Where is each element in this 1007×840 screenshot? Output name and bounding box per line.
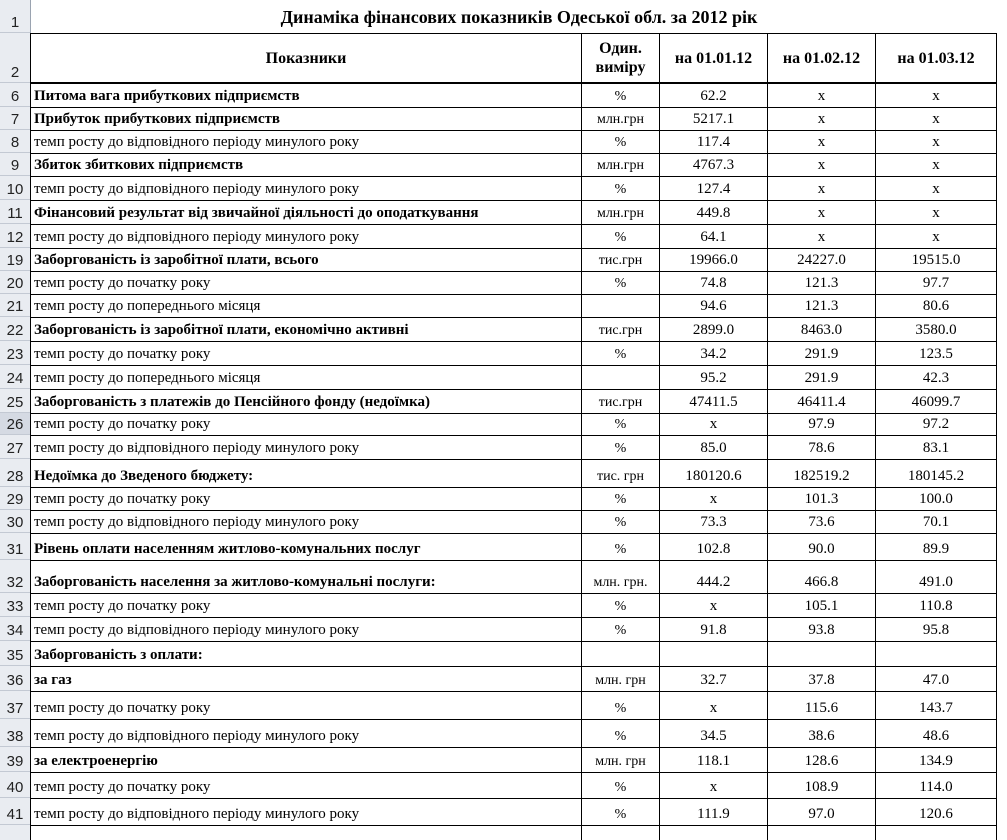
indicator-cell[interactable]: темп росту до відповідного періоду минулого року xyxy=(34,229,360,245)
horizontal-border xyxy=(30,33,996,34)
horizontal-border xyxy=(30,365,996,366)
value-cell-d2[interactable]: 8463.0 xyxy=(800,322,843,338)
row-header[interactable]: 24 xyxy=(0,365,30,389)
row-header[interactable]: 33 xyxy=(0,593,30,617)
value-cell-d1[interactable]: x xyxy=(709,416,718,432)
value-cell-d1[interactable]: 449.8 xyxy=(696,205,731,221)
value-cell-d1[interactable]: 4767.3 xyxy=(692,157,735,173)
row-header[interactable]: 38 xyxy=(0,719,30,747)
indicator-cell[interactable]: темп росту до початку року xyxy=(34,416,211,432)
value-cell-d2[interactable]: 73.6 xyxy=(808,514,835,530)
horizontal-border xyxy=(30,413,996,414)
value-cell-d3[interactable]: x xyxy=(932,181,940,197)
value-cell-d3[interactable]: x xyxy=(932,205,940,221)
value-cell-d1[interactable]: 2899.0 xyxy=(692,322,735,338)
value-cell-d3[interactable]: 97.2 xyxy=(922,416,950,432)
vertical-border xyxy=(996,33,997,840)
vertical-border xyxy=(30,33,31,840)
value-cell-d2[interactable]: 128.6 xyxy=(804,753,839,769)
horizontal-border xyxy=(30,487,996,488)
row-header[interactable]: 9 xyxy=(0,153,30,176)
value-cell-d1[interactable]: 102.8 xyxy=(696,541,731,557)
value-cell-d2[interactable]: x xyxy=(817,181,826,197)
indicator-cell[interactable]: Прибуток прибуткових підприємств xyxy=(34,111,280,127)
horizontal-border xyxy=(30,224,996,225)
row-header[interactable]: 21 xyxy=(0,294,30,317)
value-cell-d2[interactable]: 291.9 xyxy=(804,370,839,386)
indicator-cell[interactable]: темп росту до початку року xyxy=(34,779,211,795)
value-cell-d1[interactable]: x xyxy=(709,779,718,795)
indicator-cell[interactable]: за газ xyxy=(34,672,72,688)
value-cell-d3[interactable]: 89.9 xyxy=(922,541,950,557)
value-cell-d2[interactable] xyxy=(768,641,875,666)
value-cell-d3[interactable]: 143.7 xyxy=(919,700,953,716)
value-cell-d3[interactable] xyxy=(876,641,996,666)
value-cell-d2[interactable]: x xyxy=(817,205,826,221)
horizontal-border xyxy=(30,772,996,773)
value-cell-d2[interactable]: 466.8 xyxy=(804,574,839,590)
value-cell-d3[interactable]: 97.7 xyxy=(922,275,950,291)
row-header[interactable]: 12 xyxy=(0,224,30,248)
horizontal-border xyxy=(30,200,996,201)
value-cell-d3[interactable]: 46099.7 xyxy=(911,394,961,410)
vertical-border xyxy=(659,33,660,840)
unit-cell[interactable]: тис. грн xyxy=(596,469,645,484)
value-cell-d2[interactable]: 90.0 xyxy=(808,541,835,557)
row-header[interactable]: 31 xyxy=(0,533,30,560)
horizontal-border xyxy=(30,593,996,594)
value-cell-d2[interactable]: 108.9 xyxy=(804,779,839,795)
indicator-cell[interactable]: темп росту до початку року xyxy=(34,346,211,362)
horizontal-border xyxy=(30,825,996,826)
value-cell-d3[interactable]: 48.6 xyxy=(922,728,950,744)
indicator-cell[interactable]: темп росту до відповідного періоду минулого року xyxy=(34,134,360,150)
unit-cell[interactable]: % xyxy=(614,347,627,362)
horizontal-border xyxy=(30,617,996,618)
row-header[interactable]: 2 xyxy=(0,33,30,83)
horizontal-border xyxy=(30,510,996,511)
row-header[interactable]: 23 xyxy=(0,341,30,365)
row-header[interactable]: 34 xyxy=(0,617,30,641)
value-cell-d3[interactable]: 80.6 xyxy=(922,298,950,314)
indicator-cell[interactable]: темп росту до початку року xyxy=(34,275,211,291)
value-cell-d2[interactable]: 78.6 xyxy=(808,440,835,456)
unit-cell[interactable]: % xyxy=(614,515,627,530)
unit-cell[interactable]: тис.грн xyxy=(598,323,643,338)
row-header[interactable]: 41 xyxy=(0,798,30,825)
value-cell-d2[interactable]: 291.9 xyxy=(804,346,839,362)
value-cell-d3[interactable]: 134.9 xyxy=(919,753,953,769)
value-cell-d3[interactable]: 42.3 xyxy=(922,370,950,386)
horizontal-border xyxy=(30,747,996,748)
row-header[interactable]: 11 xyxy=(0,200,30,224)
value-cell-d2[interactable]: 93.8 xyxy=(808,622,835,638)
value-cell-d3[interactable]: 491.0 xyxy=(919,574,953,590)
indicator-cell[interactable]: темп росту до попереднього місяця xyxy=(34,298,261,314)
value-cell-d1[interactable]: 34.2 xyxy=(700,346,727,362)
value-cell-d1[interactable]: 444.2 xyxy=(696,574,731,590)
horizontal-border xyxy=(30,341,996,342)
row-header[interactable]: 36 xyxy=(0,666,30,691)
unit-cell[interactable]: млн. грн xyxy=(595,754,646,769)
value-cell-d1[interactable]: 19966.0 xyxy=(689,252,738,268)
value-cell-d3[interactable]: 120.6 xyxy=(919,806,953,822)
row-header[interactable]: 35 xyxy=(0,641,30,666)
row-header[interactable]: 27 xyxy=(0,435,30,459)
horizontal-border xyxy=(30,798,996,799)
value-cell-d1[interactable]: 47411.5 xyxy=(689,394,738,410)
value-cell-d1[interactable]: 73.3 xyxy=(700,514,727,530)
horizontal-border xyxy=(30,130,996,131)
value-cell-d3[interactable]: x xyxy=(932,134,940,150)
unit-cell[interactable]: % xyxy=(614,417,627,432)
horizontal-border xyxy=(30,317,996,318)
value-cell-d2[interactable]: 97.9 xyxy=(808,416,835,432)
unit-cell[interactable]: млн.грн xyxy=(596,206,645,221)
indicator-cell[interactable]: темп росту до відповідного періоду минулого року xyxy=(34,514,360,530)
vertical-border xyxy=(581,33,582,840)
value-cell-d2[interactable]: 97.0 xyxy=(808,806,835,822)
unit-cell[interactable]: % xyxy=(614,230,627,245)
row-header[interactable]: 37 xyxy=(0,691,30,719)
value-cell-d3[interactable]: 114.0 xyxy=(919,779,953,795)
value-cell-d1[interactable]: 95.2 xyxy=(700,370,727,386)
unit-cell[interactable] xyxy=(582,294,659,317)
unit-cell[interactable]: % xyxy=(614,542,627,557)
value-cell-d3[interactable]: 123.5 xyxy=(919,346,953,362)
value-cell-d3[interactable]: 100.0 xyxy=(919,491,953,507)
unit-cell[interactable]: % xyxy=(614,276,627,291)
unit-cell[interactable]: % xyxy=(614,441,627,456)
indicator-cell[interactable]: Недоїмка до Зведеного бюджету: xyxy=(34,468,254,484)
value-cell-d2[interactable]: 121.3 xyxy=(804,298,839,314)
value-cell-d2[interactable]: 115.6 xyxy=(804,700,839,716)
value-cell-d1[interactable]: 117.4 xyxy=(696,134,731,150)
row-header[interactable]: 25 xyxy=(0,389,30,413)
unit-cell[interactable]: % xyxy=(614,599,627,614)
value-cell-d1[interactable]: x xyxy=(709,598,718,614)
horizontal-border xyxy=(30,271,996,272)
value-cell-d1[interactable]: 5217.1 xyxy=(692,111,735,127)
unit-cell[interactable]: млн. грн. xyxy=(593,575,648,590)
value-cell-d3[interactable]: 3580.0 xyxy=(915,322,957,338)
header-date-2[interactable]: на 01.02.12 xyxy=(782,49,861,67)
value-cell-d2[interactable]: x xyxy=(817,229,826,245)
vertical-border xyxy=(767,33,768,840)
row-header[interactable]: 28 xyxy=(0,459,30,487)
indicator-cell[interactable]: темп росту до відповідного періоду минулого року xyxy=(34,806,360,822)
horizontal-border xyxy=(30,107,996,108)
indicator-cell[interactable]: Рівень оплати населенням житлово-комунальних послуг xyxy=(34,541,421,557)
unit-cell[interactable]: тис.грн xyxy=(598,395,643,410)
indicator-cell[interactable]: темп росту до попереднього місяця xyxy=(34,370,261,386)
value-cell-d2[interactable]: 182519.2 xyxy=(793,468,850,484)
value-cell-d2[interactable]: x xyxy=(817,157,826,173)
value-cell-d3[interactable]: x xyxy=(932,157,940,173)
unit-cell[interactable]: % xyxy=(614,135,627,150)
row-header[interactable]: 7 xyxy=(0,107,30,130)
value-cell-d2[interactable]: 105.1 xyxy=(804,598,839,614)
unit-cell[interactable]: млн. грн xyxy=(595,673,646,688)
value-cell-d1[interactable]: 85.0 xyxy=(700,440,727,456)
value-cell-d2[interactable]: x xyxy=(817,88,826,104)
row-header[interactable]: 22 xyxy=(0,317,30,341)
unit-cell[interactable]: % xyxy=(614,89,627,104)
horizontal-border xyxy=(30,459,996,460)
horizontal-border xyxy=(30,248,996,249)
value-cell-d3[interactable]: x xyxy=(932,88,940,104)
horizontal-border xyxy=(30,389,996,390)
header-unit-line1: Один. xyxy=(599,40,642,57)
unit-cell[interactable]: % xyxy=(614,780,627,795)
horizontal-border xyxy=(30,560,996,561)
unit-cell[interactable]: % xyxy=(614,807,627,822)
value-cell-d3[interactable]: 19515.0 xyxy=(911,252,961,268)
value-cell-d1[interactable]: 32.7 xyxy=(700,672,727,688)
header-indicator[interactable]: Показники xyxy=(265,49,347,67)
header-date-3[interactable]: на 01.03.12 xyxy=(897,49,975,67)
row-header[interactable]: 40 xyxy=(0,772,30,798)
indicator-cell[interactable]: темп росту до відповідного періоду минулого року xyxy=(34,622,360,638)
horizontal-border xyxy=(30,176,996,177)
header-unit[interactable] xyxy=(582,34,659,82)
unit-cell[interactable]: % xyxy=(614,701,627,716)
value-cell-d1[interactable]: 111.9 xyxy=(697,806,730,822)
indicator-cell[interactable]: Збиток збиткових підприємств xyxy=(34,157,244,173)
value-cell-d2[interactable]: 121.3 xyxy=(804,275,839,291)
horizontal-border xyxy=(30,82,996,84)
row-header[interactable]: 29 xyxy=(0,487,30,510)
value-cell-d1[interactable]: 94.6 xyxy=(700,298,727,314)
indicator-cell[interactable]: темп росту до відповідного періоду минулого року xyxy=(34,181,360,197)
indicator-cell[interactable]: Заборгованість з платежів до Пенсійного фонду (недоїмка) xyxy=(34,394,431,410)
header-date-1[interactable]: на 01.01.12 xyxy=(674,49,753,67)
value-cell-d1[interactable]: 118.1 xyxy=(696,753,731,769)
value-cell-d2[interactable]: 46411.4 xyxy=(797,394,846,410)
row-header[interactable]: 26 xyxy=(0,413,30,435)
row-header[interactable]: 1 xyxy=(0,0,30,33)
indicator-cell[interactable]: Заборгованість з оплати: xyxy=(34,647,203,663)
value-cell-d1[interactable]: 34.5 xyxy=(700,728,727,744)
unit-cell[interactable]: тис.грн xyxy=(598,253,643,268)
horizontal-border xyxy=(30,641,996,642)
value-cell-d2[interactable]: 101.3 xyxy=(804,491,839,507)
value-cell-d3[interactable]: 83.1 xyxy=(922,440,950,456)
indicator-cell[interactable]: за електроенергію xyxy=(34,753,158,769)
indicator-cell[interactable]: темп росту до початку року xyxy=(34,700,211,716)
value-cell-d2[interactable]: x xyxy=(817,111,826,127)
indicator-cell[interactable]: Заборгованість населення за житлово-комунальні послуги: xyxy=(34,574,436,590)
unit-cell[interactable]: млн.грн xyxy=(596,112,645,127)
indicator-cell[interactable]: темп росту до початку року xyxy=(34,598,211,614)
row-header[interactable]: 19 xyxy=(0,248,30,271)
value-cell-d2[interactable]: 38.6 xyxy=(808,728,835,744)
indicator-cell[interactable]: темп росту до початку року xyxy=(34,491,211,507)
sheet-title[interactable]: Динаміка фінансових показників Одеської обл. за 2012 рік xyxy=(280,6,758,27)
row-header[interactable]: 39 xyxy=(0,747,30,772)
unit-cell[interactable] xyxy=(582,365,659,389)
horizontal-border xyxy=(30,435,996,436)
value-cell-d3[interactable]: 110.8 xyxy=(919,598,953,614)
unit-cell[interactable] xyxy=(582,641,659,666)
indicator-cell[interactable]: Питома вага прибуткових підприємств xyxy=(34,88,300,104)
value-cell-d1[interactable] xyxy=(660,641,767,666)
row-header[interactable]: 30 xyxy=(0,510,30,533)
value-cell-d1[interactable]: x xyxy=(709,491,718,507)
value-cell-d2[interactable]: x xyxy=(817,134,826,150)
horizontal-border xyxy=(30,533,996,534)
indicator-cell[interactable]: Заборгованість із заробітної плати, всього xyxy=(34,252,319,268)
unit-cell[interactable]: % xyxy=(614,623,627,638)
value-cell-d3[interactable]: 70.1 xyxy=(922,514,950,530)
row-header[interactable]: 6 xyxy=(0,83,30,107)
indicator-cell[interactable]: Фінансовий результат від звичайної діяльності до оподаткування xyxy=(34,205,479,221)
value-cell-d3[interactable]: 47.0 xyxy=(922,672,950,688)
horizontal-border xyxy=(30,294,996,295)
indicator-cell[interactable]: темп росту до відповідного періоду минулого року xyxy=(34,728,360,744)
unit-cell[interactable]: % xyxy=(614,182,627,197)
vertical-border xyxy=(875,33,876,840)
unit-cell[interactable]: % xyxy=(614,492,627,507)
value-cell-d3[interactable]: 180145.2 xyxy=(907,468,965,484)
value-cell-d1[interactable]: 62.2 xyxy=(700,88,727,104)
value-cell-d3[interactable]: x xyxy=(932,229,940,245)
header-unit-line2: виміру xyxy=(595,59,646,76)
horizontal-border xyxy=(30,719,996,720)
unit-cell[interactable]: млн.грн xyxy=(596,158,645,173)
indicator-cell[interactable]: Заборгованість із заробітної плати, економічно активні xyxy=(34,322,409,338)
value-cell-d3[interactable]: x xyxy=(932,111,940,127)
row-header[interactable]: 8 xyxy=(0,130,30,153)
value-cell-d2[interactable]: 24227.0 xyxy=(797,252,846,268)
indicator-cell[interactable]: темп росту до відповідного періоду минулого року xyxy=(34,440,360,456)
value-cell-d1[interactable]: 91.8 xyxy=(700,622,727,638)
horizontal-border xyxy=(30,691,996,692)
value-cell-d3[interactable]: 95.8 xyxy=(922,622,950,638)
row-header[interactable]: 32 xyxy=(0,560,30,593)
value-cell-d1[interactable]: 74.8 xyxy=(700,275,727,291)
row-header[interactable]: 20 xyxy=(0,271,30,294)
value-cell-d1[interactable]: 127.4 xyxy=(696,181,731,197)
value-cell-d1[interactable]: x xyxy=(709,700,718,716)
row-header[interactable]: 10 xyxy=(0,176,30,200)
value-cell-d1[interactable]: 64.1 xyxy=(700,229,727,245)
value-cell-d2[interactable]: 37.8 xyxy=(808,672,835,688)
horizontal-border xyxy=(30,666,996,667)
horizontal-border xyxy=(30,153,996,154)
value-cell-d1[interactable]: 180120.6 xyxy=(685,468,742,484)
unit-cell[interactable]: % xyxy=(614,729,627,744)
